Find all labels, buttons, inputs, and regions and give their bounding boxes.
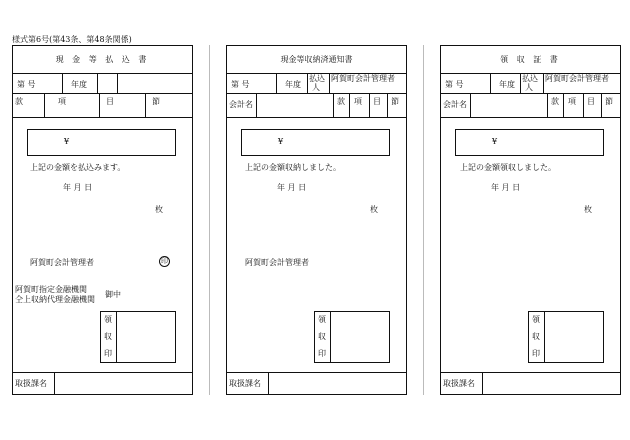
divider: [369, 93, 370, 117]
divider: [583, 93, 584, 117]
sheet-count-label: 枚: [584, 205, 592, 214]
yen-symbol: ¥: [492, 137, 498, 146]
yen-symbol: ¥: [278, 137, 284, 146]
divider: [268, 372, 269, 395]
divider: [563, 93, 564, 117]
sheet-count-label: 枚: [155, 205, 163, 214]
stamp-char: 収: [532, 332, 540, 341]
account-name-label: 会計名: [443, 100, 467, 109]
payer-label: 人: [312, 83, 320, 92]
stamp-char: 収: [318, 332, 326, 341]
cut-line-1: [209, 45, 210, 395]
divider: [226, 93, 407, 94]
category-kou-label: 項: [568, 97, 576, 106]
stamp-char: 印: [104, 349, 112, 358]
category-setsu-label: 節: [152, 97, 160, 106]
stamp-char: 収: [104, 332, 112, 341]
divider: [117, 73, 118, 93]
divider: [12, 93, 193, 94]
receipt-notice-title: 現金等収納済通知書: [280, 55, 353, 64]
number-label: 第 号: [445, 80, 464, 89]
divider: [12, 73, 193, 74]
category-moku-label: 目: [587, 97, 595, 106]
bank-name-line1: 阿賀町指定金融機関: [15, 285, 87, 294]
bank-name-line2: 仝上収納代理金融機関: [15, 295, 95, 304]
category-kan-label: 款: [15, 97, 23, 106]
divider: [333, 93, 334, 117]
stamp-char: 印: [318, 349, 326, 358]
cut-line-2: [423, 45, 424, 395]
stamp-char: 領: [318, 315, 326, 324]
amount-field[interactable]: [241, 129, 390, 156]
divider: [349, 93, 350, 117]
receipt-title: 領 収 証 書: [500, 55, 561, 64]
divider: [276, 73, 277, 93]
date-line: 年 月 日: [277, 183, 307, 192]
payer-label: 払込: [309, 74, 325, 83]
fiscal-year-label: 年度: [71, 80, 87, 89]
fiscal-year-label: 年度: [499, 80, 515, 89]
statement-text: 上記の金額収納しました。: [245, 163, 341, 172]
amount-field[interactable]: [455, 129, 604, 156]
stamp-char: 領: [532, 315, 540, 324]
divider: [116, 311, 117, 363]
category-kou-label: 項: [354, 97, 362, 106]
divider: [330, 311, 331, 363]
divider: [12, 372, 193, 373]
sheet-count-label: 枚: [370, 205, 378, 214]
divider: [54, 372, 55, 395]
divider: [62, 73, 63, 93]
divider: [329, 73, 330, 93]
department-label: 取扱課名: [15, 379, 47, 388]
category-setsu-label: 節: [605, 97, 613, 106]
accounting-manager-label: 阿賀町会計管理者: [30, 258, 94, 267]
form-number-label: 様式第6号(第43条、第48条関係): [12, 35, 132, 44]
honorific-label: 御中: [105, 290, 121, 299]
stamp-char: 印: [532, 349, 540, 358]
divider: [547, 93, 548, 117]
accounting-manager-label: 阿賀町会計管理者: [245, 258, 309, 267]
statement-text: 上記の金額領収しました。: [460, 163, 556, 172]
number-label: 第 号: [17, 80, 36, 89]
date-line: 年 月 日: [63, 183, 93, 192]
category-kan-label: 款: [337, 97, 345, 106]
category-kou-label: 項: [58, 97, 66, 106]
divider: [97, 73, 98, 93]
divider: [256, 93, 257, 117]
fiscal-year-label: 年度: [285, 80, 301, 89]
payer-label: 人: [525, 83, 533, 92]
divider: [226, 117, 407, 118]
divider: [12, 117, 193, 118]
divider: [226, 372, 407, 373]
divider: [387, 93, 388, 117]
date-line: 年 月 日: [491, 183, 521, 192]
divider: [520, 73, 521, 93]
account-name-label: 会計名: [229, 100, 253, 109]
divider: [440, 117, 621, 118]
divider: [440, 93, 621, 94]
divider: [543, 73, 544, 93]
divider: [99, 93, 100, 117]
department-label: 取扱課名: [443, 379, 475, 388]
stamp-char: 領: [104, 315, 112, 324]
divider: [544, 311, 545, 363]
category-kan-label: 款: [551, 97, 559, 106]
payment-slip-title: 現 金 等 払 込 書: [55, 55, 150, 64]
category-moku-label: 目: [373, 97, 381, 106]
divider: [470, 93, 471, 117]
divider: [307, 73, 308, 93]
yen-symbol: ¥: [64, 137, 70, 146]
amount-field[interactable]: [27, 129, 176, 156]
payer-value: 阿賀町会計管理者: [331, 74, 395, 83]
category-setsu-label: 節: [391, 97, 399, 106]
divider: [482, 372, 483, 395]
number-label: 第 号: [231, 80, 250, 89]
department-label: 取扱課名: [229, 379, 261, 388]
statement-text: 上記の金額を払込みます。: [30, 163, 126, 172]
category-moku-label: 目: [106, 97, 114, 106]
divider: [145, 93, 146, 117]
seal-icon: 印: [161, 257, 168, 265]
payer-label: 払込: [522, 74, 538, 83]
divider: [44, 93, 45, 117]
divider: [490, 73, 491, 93]
divider: [440, 372, 621, 373]
payer-value: 阿賀町会計管理者: [545, 74, 609, 83]
divider: [601, 93, 602, 117]
